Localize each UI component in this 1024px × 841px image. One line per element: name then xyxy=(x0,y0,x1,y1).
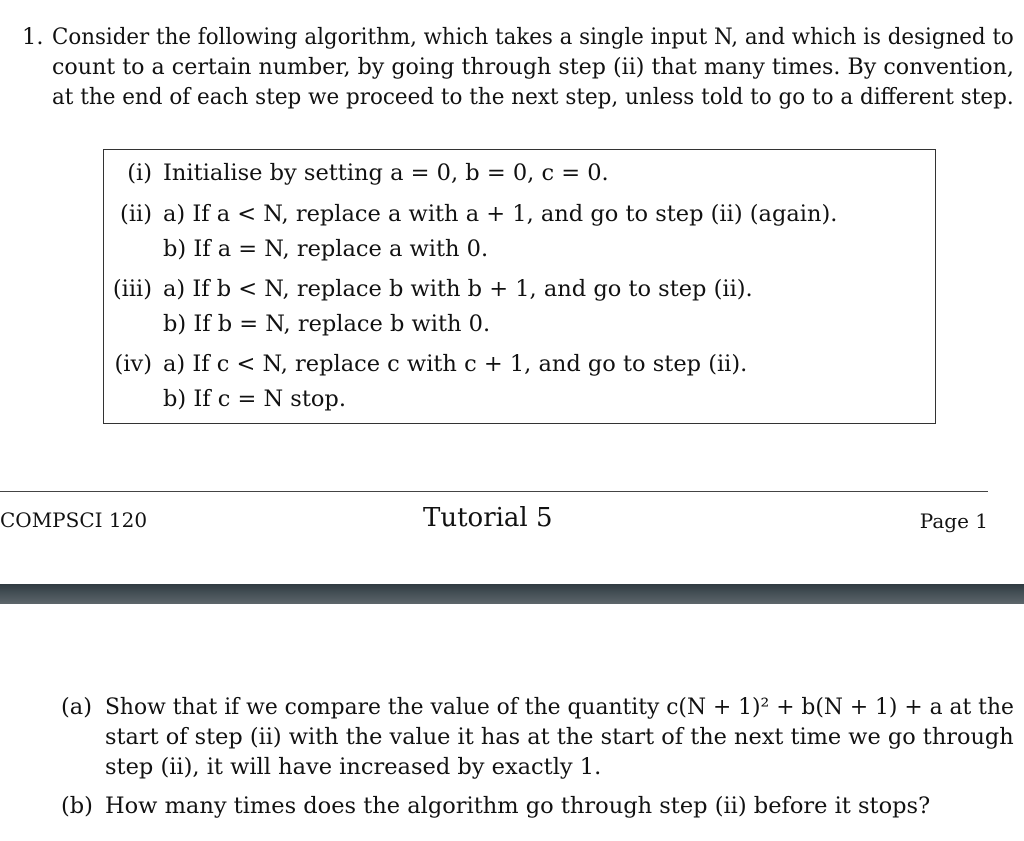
step-label: (iv) xyxy=(114,351,152,377)
part-a xyxy=(61,692,1014,782)
part-line: How many times does the algorithm go through step (ii) before it stops? xyxy=(105,793,931,819)
course-code: COMPSCI 120 xyxy=(0,508,148,532)
part-line: Show that if we compare the value of the quantity c(N + 1)² + b(N + 1) + a at the xyxy=(105,694,1014,720)
part-line: start of step (ii) with the value it has at the start of the next time we go through xyxy=(105,724,1014,750)
intro-line: at the end of each step we proceed to the next step, unless told to go to a different step. xyxy=(52,84,1014,110)
step-line: b) If c = N stop. xyxy=(163,386,346,412)
step-label: (i) xyxy=(127,160,152,186)
part-line: step (ii), it will have increased by exactly 1. xyxy=(105,754,602,780)
step-line: Initialise by setting a = 0, b = 0, c = 0. xyxy=(163,160,609,186)
part-label: (b) xyxy=(61,793,93,819)
algorithm-box xyxy=(103,149,936,424)
intro-line: Consider the following algorithm, which takes a single input N, and which is designed to xyxy=(52,24,1014,50)
tutorial-title: Tutorial 5 xyxy=(423,503,553,533)
intro-line: count to a certain number, by going through step (ii) that many times. By convention, xyxy=(52,54,1014,80)
step-label: (iii) xyxy=(112,276,152,302)
page-separator xyxy=(0,584,1024,604)
step-line: b) If a = N, replace a with 0. xyxy=(163,236,489,262)
part-b xyxy=(61,791,991,821)
step-line: a) If a < N, replace a with a + 1, and go to step (ii) (again). xyxy=(163,201,838,227)
page-number: Page 1 xyxy=(919,509,988,533)
step-line: a) If c < N, replace c with c + 1, and go to step (ii). xyxy=(163,351,748,377)
step-line: b) If b = N, replace b with 0. xyxy=(163,311,491,337)
question-number: 1. xyxy=(22,24,44,50)
footer-rule xyxy=(0,491,988,492)
step-label: (ii) xyxy=(120,201,152,227)
step-line: a) If b < N, replace b with b + 1, and go to step (ii). xyxy=(163,276,753,302)
part-label: (a) xyxy=(61,694,92,720)
